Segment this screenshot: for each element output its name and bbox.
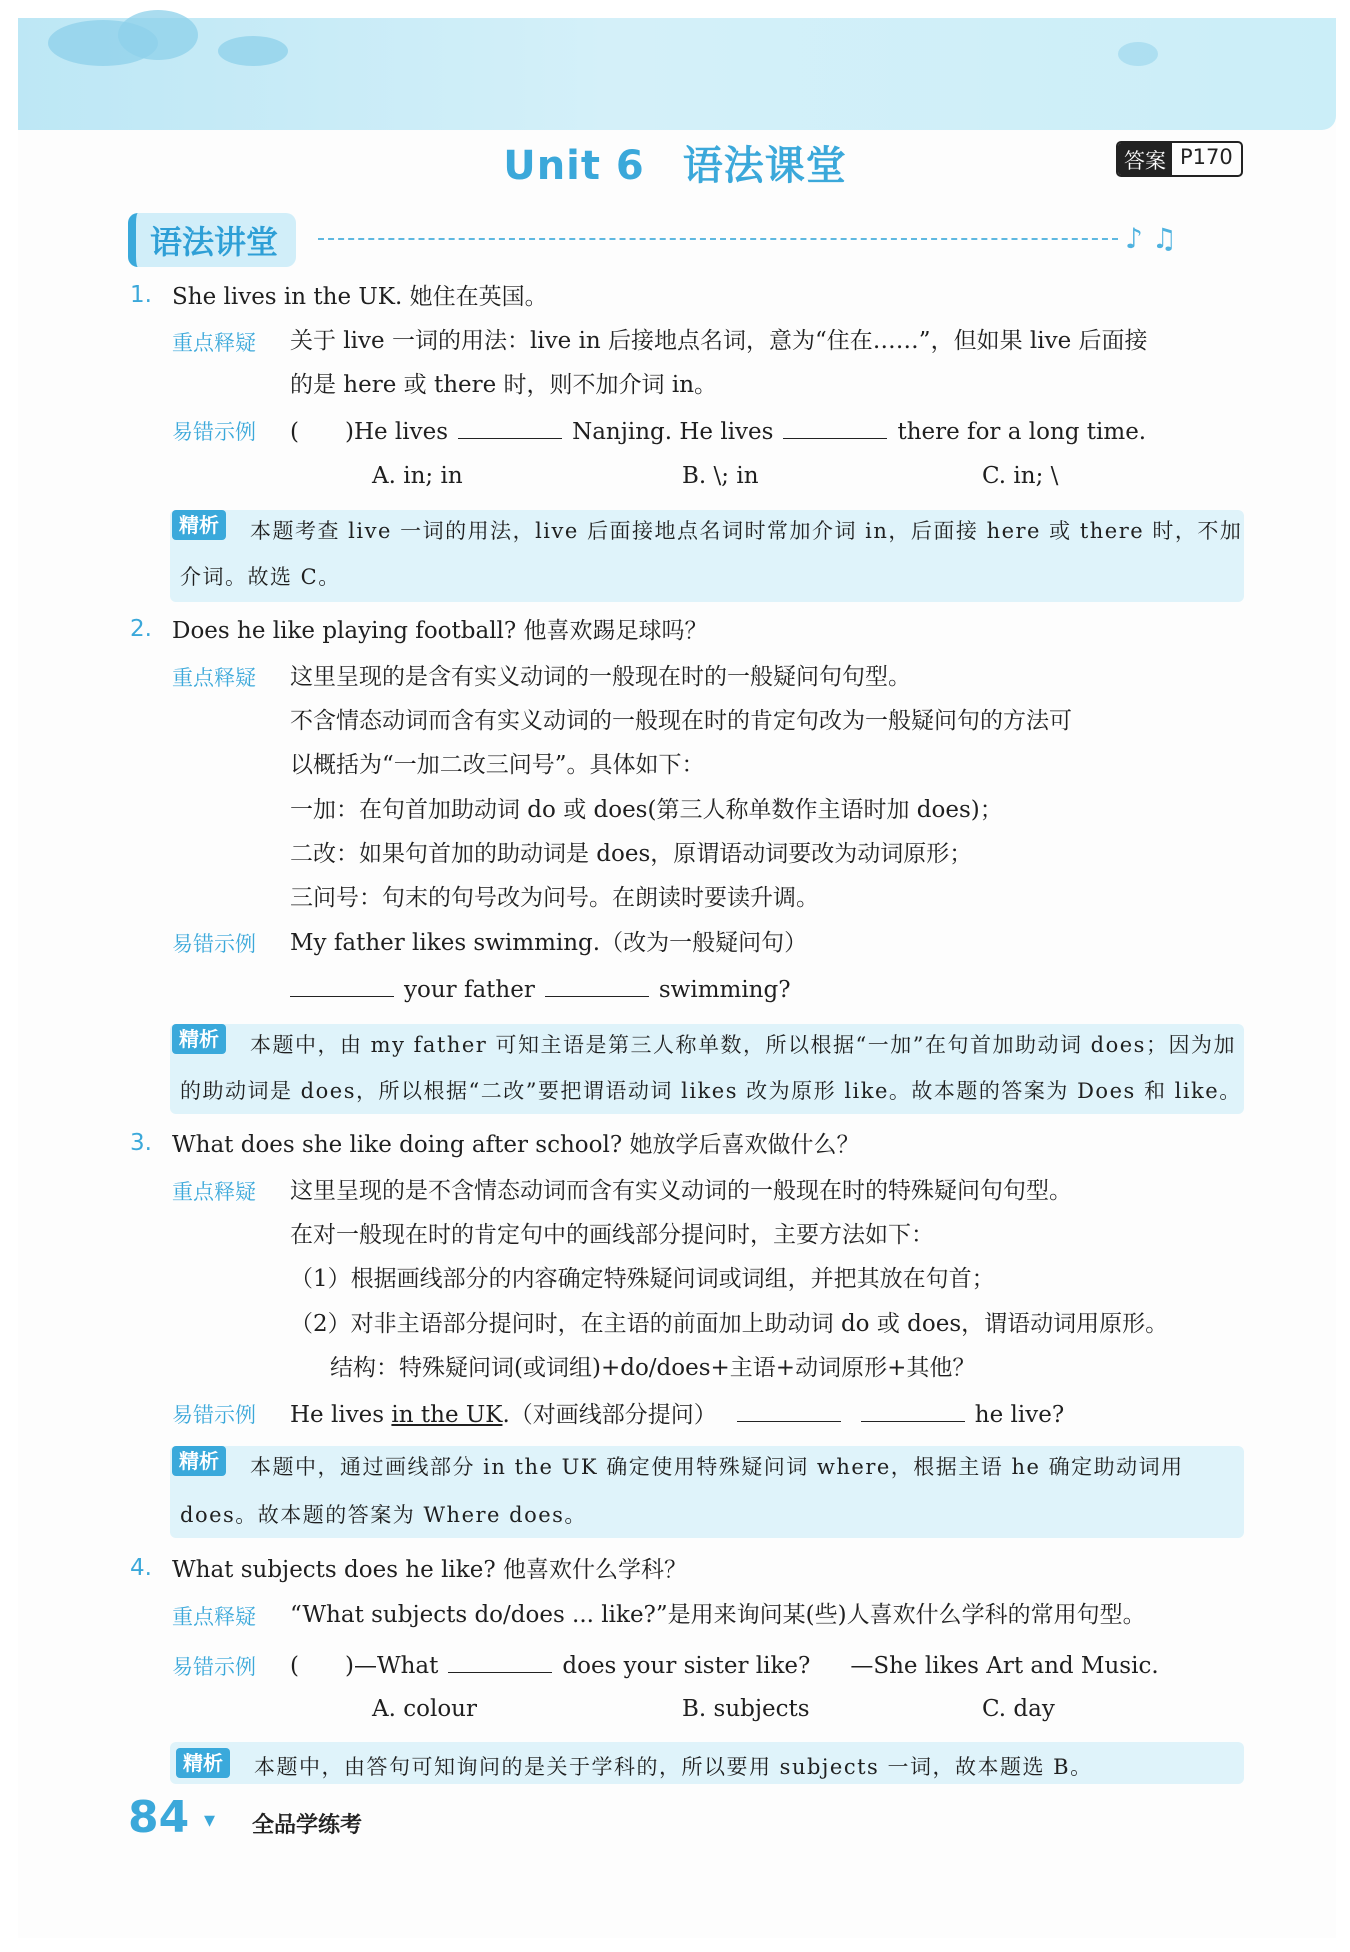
focus-line: （2）对非主语部分提问时，在主语的前面加上助动词 do 或 does，谓语动词用原形。 (290, 1311, 1169, 1337)
analysis-line: 本题考查 live 一词的用法，live 后面接地点名词时常加介词 in，后面接 here 或 there 时，不加 (250, 519, 1243, 543)
focus-line: 不含情态动词而含有实义动词的一般现在时的肯定句改为一般疑问句的方法可 (290, 708, 1072, 734)
focus-line: 以概括为“一加二改三问号”。具体如下： (290, 752, 705, 778)
page-number: 84 (128, 1792, 190, 1843)
fill-blank (783, 414, 887, 439)
focus-line: 的是 here 或 there 时，则不加介词 in。 (290, 372, 718, 398)
item-sentence: She lives in the UK. 她住在英国。 (172, 284, 548, 310)
focus-label: 重点释疑 (172, 1605, 256, 1629)
underlined-phrase: in the UK (391, 1402, 503, 1428)
example-text: Nanjing. He lives (572, 419, 774, 445)
fill-blank (545, 972, 649, 997)
item-number: 3. (130, 1130, 152, 1156)
analysis-label: 精析 (172, 1024, 226, 1054)
example-text: —What (353, 1653, 439, 1679)
example-text: He lives (290, 1402, 385, 1428)
answer-key-label: 答案 (1118, 143, 1172, 175)
analysis-label: 精析 (176, 1748, 230, 1778)
focus-line: 关于 live 一词的用法：live in 后接地点名词，意为“住在……”，但如果 live 后面接 (290, 328, 1148, 354)
answer-paren: ( ) (290, 1653, 354, 1679)
book-name: 全品学练考 (252, 1813, 363, 1838)
example-label: 易错示例 (172, 1655, 256, 1679)
focus-label: 重点释疑 (172, 1180, 256, 1204)
focus-label: 重点释疑 (172, 331, 256, 355)
fill-blank (290, 972, 394, 997)
example-text: .（对画线部分提问） (502, 1402, 717, 1428)
analysis-line: 本题中，通过画线部分 in the UK 确定使用特殊疑问词 where，根据主语 he 确定助动词用 (250, 1455, 1184, 1479)
answer-reference (1116, 141, 1243, 177)
title-topic: 语法课堂 (682, 143, 847, 189)
answer-paren: ( ) (290, 419, 354, 445)
example-text: he live? (974, 1402, 1065, 1428)
option-b: B. subjects (682, 1696, 810, 1722)
example-line: My father likes swimming.（改为一般疑问句） (290, 930, 808, 956)
section-title: 语法讲堂 (128, 213, 296, 267)
focus-line: （1）根据画线部分的内容确定特殊疑问词或词组，并把其放在句首； (290, 1266, 995, 1292)
item-sentence: Does he like playing football? 他喜欢踢足球吗？ (172, 618, 708, 644)
example-line (290, 1397, 1064, 1432)
fill-blank (458, 414, 562, 439)
analysis-line: does。故本题的答案为 Where does。 (180, 1503, 587, 1527)
fill-blank (448, 1648, 552, 1673)
item-number: 2. (130, 616, 152, 642)
example-text: your father (404, 977, 535, 1003)
item-sentence: What subjects does he like? 他喜欢什么学科？ (172, 1557, 687, 1583)
item-number: 1. (130, 282, 152, 308)
example-line (290, 414, 1146, 449)
analysis-line: 本题中，由 my father 可知主语是第三人称单数，所以根据“一加”在句首加助动词 does；因为加 (250, 1033, 1236, 1057)
focus-line: 三问号：句末的句号改为问号。在朗读时要读升调。 (290, 885, 819, 911)
option-a: A. colour (372, 1696, 477, 1722)
fill-blank (861, 1397, 965, 1422)
focus-line: 这里呈现的是不含情态动词而含有实义动词的一般现在时的特殊疑问句句型。 (290, 1178, 1072, 1204)
example-line (290, 1648, 1159, 1683)
option-b: B. \; in (682, 463, 759, 489)
example-label: 易错示例 (172, 1403, 256, 1427)
analysis-line: 的助动词是 does，所以根据“二改”要把谓语动词 likes 改为原形 like。故本题的答案为 Does 和 like。 (180, 1079, 1242, 1103)
analysis-line: 介词。故选 C。 (180, 565, 341, 589)
arrow-down-icon: ▾ (204, 1808, 216, 1833)
analysis-label: 精析 (172, 510, 226, 540)
section-header (128, 215, 296, 265)
focus-line: 二改：如果句首加的助动词是 does，原谓语动词要改为动词原形； (290, 841, 973, 867)
fill-blank (737, 1397, 841, 1422)
example-label: 易错示例 (172, 932, 256, 956)
example-line (290, 972, 791, 1007)
title-unit: Unit 6 (503, 143, 645, 189)
focus-line: 结构：特殊疑问词(或词组)+do/does+主语+动词原形+其他？ (330, 1355, 976, 1381)
item-number: 4. (130, 1555, 152, 1581)
focus-line: “What subjects do/does ... like?”是用来询问某(些)人喜欢什么学科的常用句型。 (290, 1602, 1146, 1628)
analysis-line: 本题中，由答句可知询问的是关于学科的，所以要用 subjects 一词，故本题选 B。 (254, 1755, 1093, 1779)
example-text: does your sister like? (562, 1653, 811, 1679)
music-note-icon: ♪ ♫ (1125, 222, 1177, 255)
option-c: C. in; \ (982, 463, 1059, 489)
example-text: there for a long time. (897, 419, 1147, 445)
header-banner (18, 18, 1336, 130)
example-label: 易错示例 (172, 420, 256, 444)
item-sentence: What does she like doing after school? 她放学后喜欢做什么？ (172, 1132, 860, 1158)
section-divider (318, 238, 1118, 240)
analysis-label: 精析 (172, 1446, 226, 1476)
focus-label: 重点释疑 (172, 666, 256, 690)
focus-line: 在对一般现在时的肯定句中的画线部分提问时，主要方法如下： (290, 1222, 934, 1248)
focus-line: 这里呈现的是含有实义动词的一般现在时的一般疑问句句型。 (290, 664, 911, 690)
example-text: swimming? (658, 977, 791, 1003)
answer-page: P170 (1180, 145, 1233, 169)
example-text: —She likes Art and Music. (850, 1653, 1159, 1679)
focus-line: 一加：在句首加助动词 do 或 does(第三人称单数作主语时加 does)； (290, 797, 1003, 823)
example-text: He lives (353, 419, 449, 445)
option-c: C. day (982, 1696, 1055, 1722)
option-a: A. in; in (372, 463, 463, 489)
